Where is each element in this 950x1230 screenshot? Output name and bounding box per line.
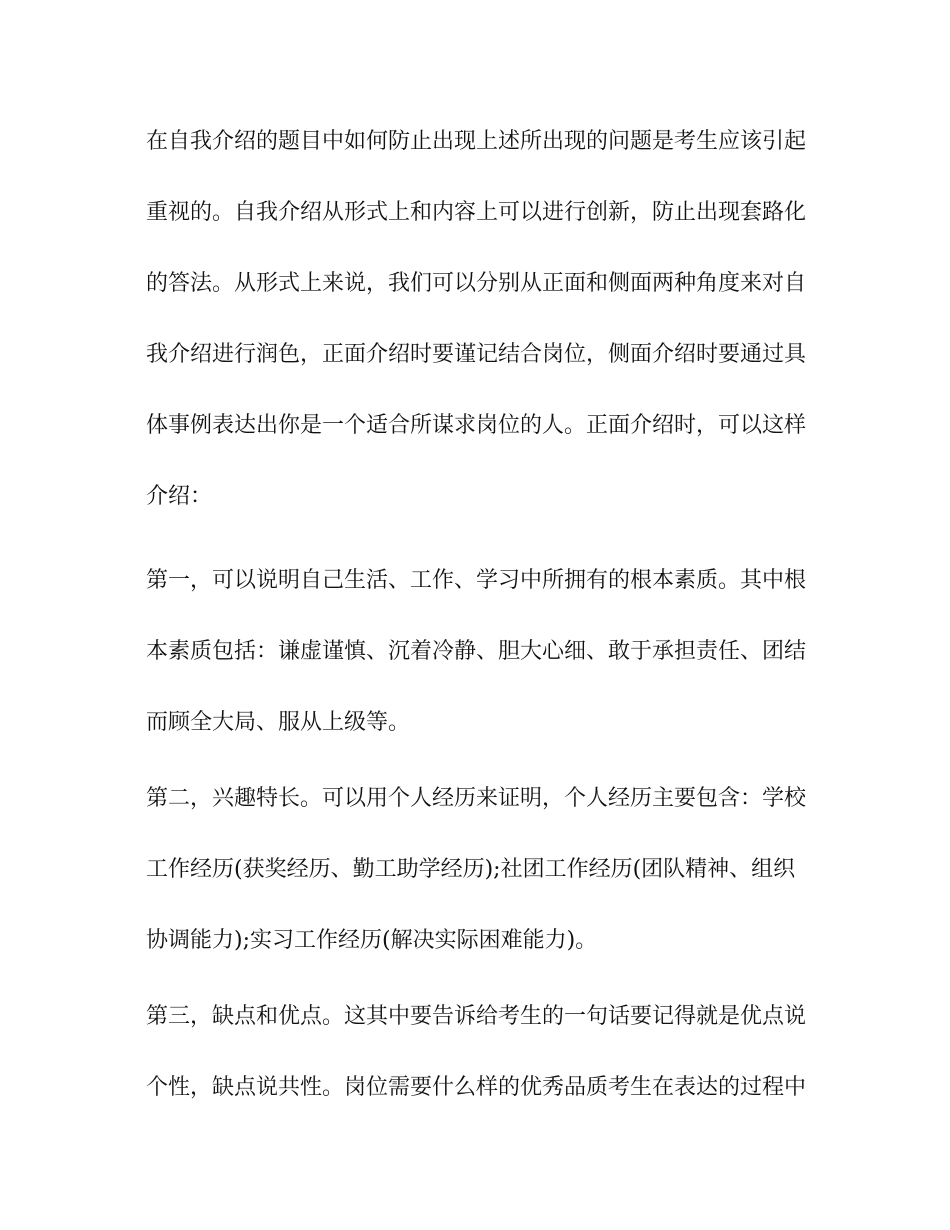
text-line: 体事例表达出你是一个适合所谋求岗位的人。正面介绍时，可以这样 bbox=[146, 413, 806, 438]
text-line: 重视的。自我介绍从形式上和内容上可以进行创新，防止出现套路化 bbox=[146, 200, 806, 225]
text-line: 工作经历(获奖经历、勤工助学经历);社团工作经历(团队精神、组织 bbox=[146, 857, 796, 882]
text-line: 本素质包括：谦虚谨慎、沉着冷静、胆大心细、敢于承担责任、团结 bbox=[146, 639, 806, 664]
text-line: 而顾全大局、服从上级等。 bbox=[146, 710, 411, 735]
text-line: 我介绍进行润色，正面介绍时要谨记结合岗位，侧面介绍时要通过具 bbox=[146, 342, 806, 367]
text-line: 在自我介绍的题目中如何防止出现上述所出现的问题是考生应该引起 bbox=[146, 129, 806, 154]
text-line: 个性，缺点说共性。岗位需要什么样的优秀品质考生在表达的过程中 bbox=[146, 1075, 806, 1100]
text-line: 的答法。从形式上来说，我们可以分别从正面和侧面两种角度来对自 bbox=[146, 271, 806, 296]
text-line: 协调能力);实习工作经历(解决实际困难能力)。 bbox=[146, 928, 598, 953]
text-line: 介绍： bbox=[146, 484, 213, 509]
text-line: 第一，可以说明自己生活、工作、学习中所拥有的根本素质。其中根 bbox=[146, 568, 806, 593]
text-line: 第三，缺点和优点。这其中要告诉给考生的一句话要记得就是优点说 bbox=[146, 1004, 806, 1029]
text-line: 第二，兴趣特长。可以用个人经历来证明，个人经历主要包含：学校 bbox=[146, 786, 806, 811]
